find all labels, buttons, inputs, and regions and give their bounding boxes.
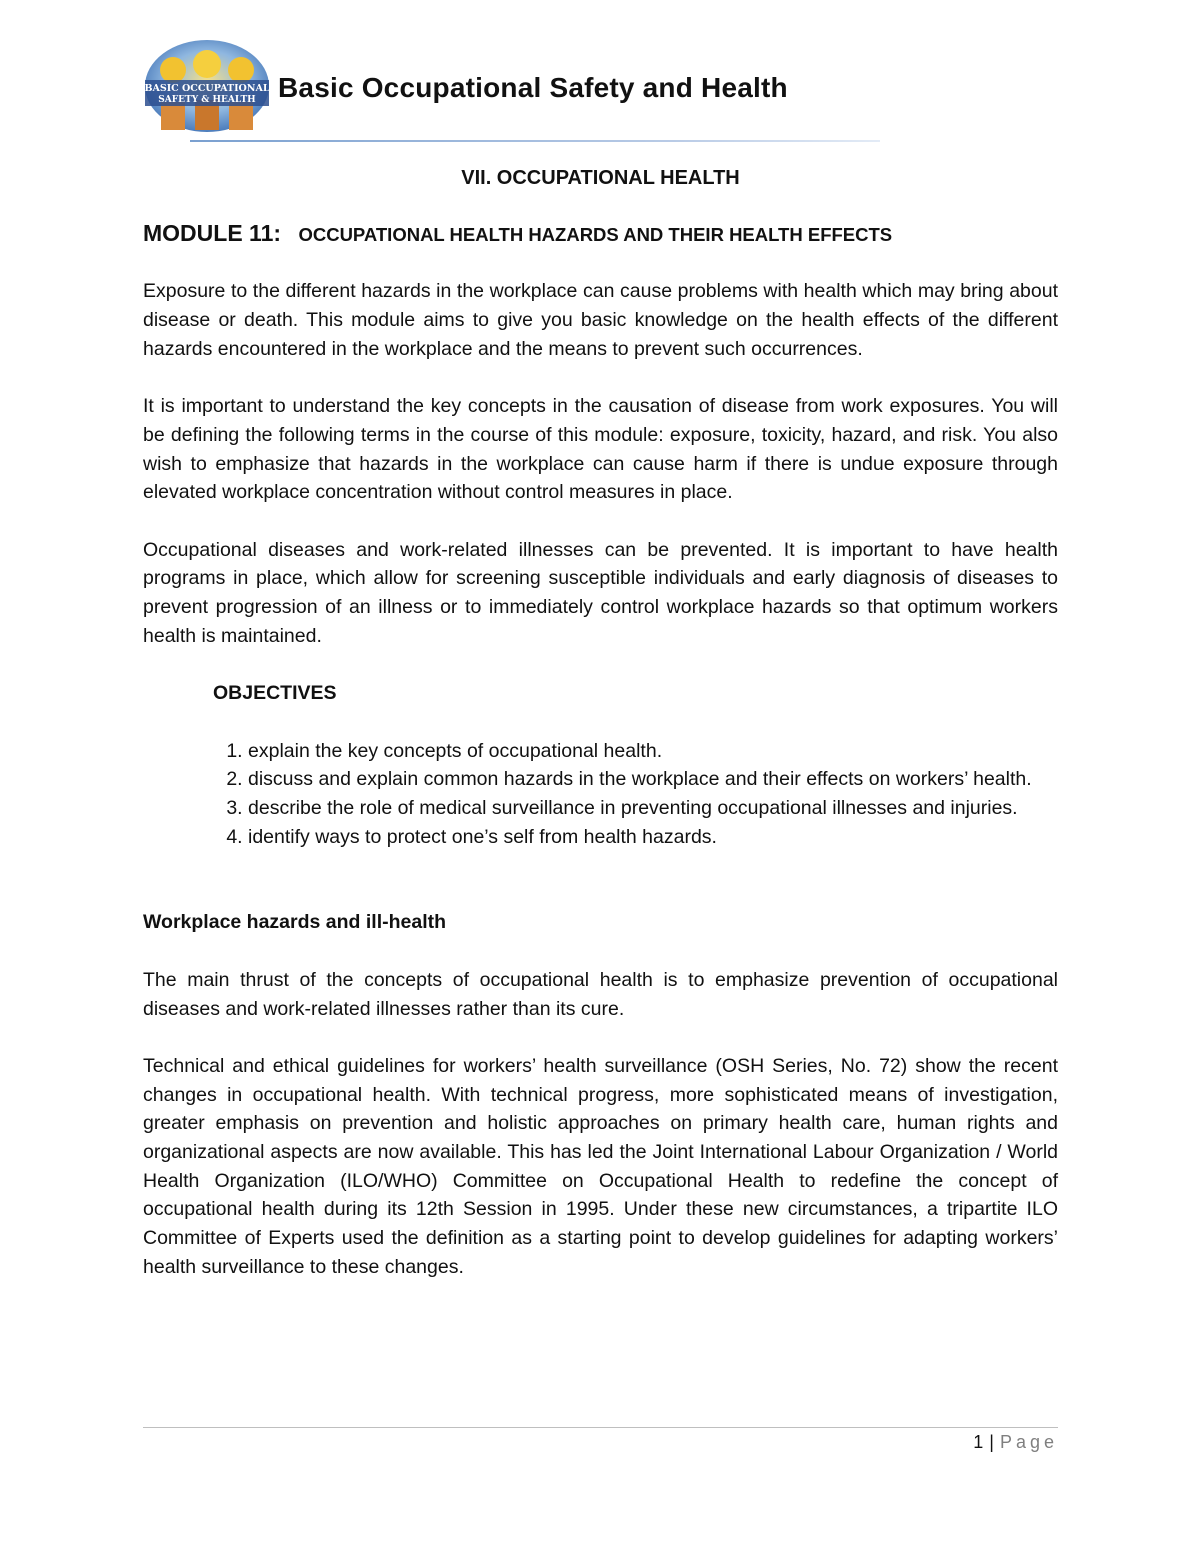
- section-title: VII. OCCUPATIONAL HEALTH: [461, 167, 740, 189]
- intro-paragraph-1: Exposure to the different hazards in the workplace can cause problems with health which may bring about disease or death. This module aims to give you basic knowledge on the health effects of the different hazards encountered in the workplace and the means to prevent such occurrences.: [143, 280, 1058, 360]
- header-rule: [190, 140, 880, 142]
- workplace-paragraph-2: Technical and ethical guidelines for workers’ health surveillance (OSH Series, No. 72) show the recent changes in occupational health. With technical progress, more sophisticated means of investigation, greater emphasis on prevention and holistic approaches on primary health care, human rights and organizational aspects are now available. This has led the Joint International Labour Organization / World Health Organization (ILO/WHO) Committee on Occupational Health to redefine the concept of occupational health during its 12th Session in 1995. Under these new circumstances, a tripartite ILO Committee of Experts used the definition as a starting point to develop guidelines for adapting workers’ health surveillance to these changes.: [143, 1054, 1058, 1278]
- logo-text-line1: BASIC OCCUPATIONAL: [144, 83, 270, 94]
- objective-item: 2. discuss and explain common hazards in the workplace and their effects on workers’ health.: [248, 765, 1058, 794]
- workplace-heading: Workplace hazards and ill-health: [143, 911, 447, 934]
- objective-item: 3. describe the role of medical surveillance in preventing occupational illnesses and injuries.: [248, 794, 1058, 823]
- logo-text-line2: SAFETY & HEALTH: [158, 95, 256, 105]
- footer-rule: [143, 1427, 1058, 1428]
- intro-paragraph-2: It is important to understand the key concepts in the causation of disease from work exposures. You will be defining the following terms in the course of this module: exposure, toxicity, hazard, and risk. You also wish to emphasize that hazards in the workplace can cause harm if there is undue exposure through elevated workplace concentration without control measures in place.: [143, 395, 1058, 504]
- module-name: OCCUPATIONAL HEALTH HAZARDS AND THEIR HEALTH EFFECTS: [298, 223, 893, 245]
- header-title: Basic Occupational Safety and Health: [278, 72, 788, 103]
- objective-item: 1. explain the key concepts of occupational health.: [248, 737, 1058, 766]
- objectives-heading: OBJECTIVES: [213, 682, 337, 705]
- page-footer: [973, 1432, 1058, 1453]
- footer-separator: |: [989, 1432, 994, 1452]
- intro-paragraph-3: Occupational diseases and work-related illnesses can be prevented. It is important to have health programs in place, which allow for screening susceptible individuals and early diagnosis of diseases to prevent progression of an illness or to immediately control workplace hazards so that optimum workers health is maintained.: [143, 538, 1058, 647]
- objective-item: 4. identify ways to protect one’s self from health hazards.: [248, 823, 1058, 852]
- page-number: 1: [973, 1432, 984, 1452]
- module-number: MODULE 11:: [143, 219, 282, 246]
- page-header: [143, 40, 903, 140]
- bosh-logo: [143, 40, 271, 136]
- page-body: [143, 164, 1058, 1310]
- page-label: Page: [999, 1432, 1058, 1452]
- workplace-paragraph-1: The main thrust of the concepts of occupational health is to emphasize prevention of occupational diseases and work-related illnesses rather than its cure.: [143, 968, 1058, 1020]
- module-title: [143, 219, 1058, 250]
- objectives-list: [143, 737, 1058, 852]
